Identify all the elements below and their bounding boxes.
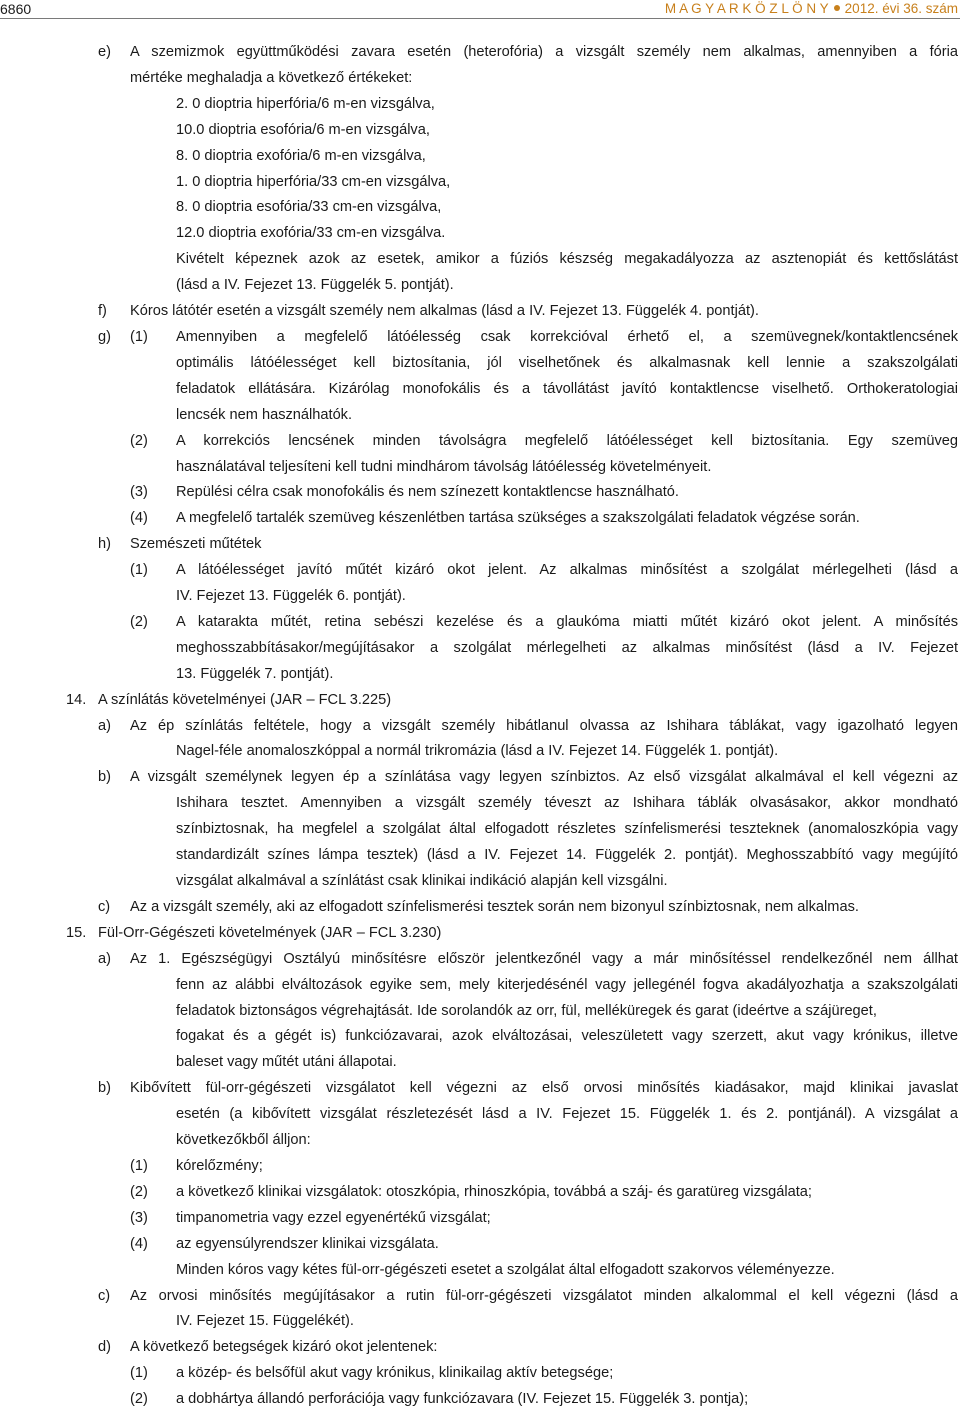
text-line (0, 221, 960, 247)
line-text: 10.0 dioptria esofória/6 m-en vizsgálva, (176, 121, 430, 138)
text-line (0, 610, 960, 636)
text-line (0, 1206, 960, 1232)
item-label: b) (98, 1080, 111, 1097)
header-rule (0, 18, 960, 19)
text-line (0, 688, 960, 714)
line-text: feladatok biztonságos végrehajtását. Ide sorolandók az orr, fül, melléküregek és garat (ideértve a szájüreget, (176, 1002, 877, 1019)
line-text: A megfelelő tartalék szemüveg készenlétben tartása szükséges a szakszolgálati feladatok végzése során. (176, 510, 860, 527)
text-line (0, 869, 960, 895)
line-text: Fül-Orr-Gégészeti követelmények (JAR – FCL 3.230) (98, 924, 442, 941)
text-line (0, 1180, 960, 1206)
text-line (0, 40, 960, 66)
subitem-label: (1) (130, 562, 148, 579)
subitem-label: (4) (130, 1235, 148, 1252)
line-text: IV. Fejezet 15. Függelékét). (176, 1313, 354, 1330)
subitem-label: (4) (130, 510, 148, 527)
line-text: Minden kóros vagy kétes fül-orr-gégészeti esetet a szolgálat által elfogadott szakorvos véleményezze. (176, 1261, 835, 1278)
subitem-label: (2) (130, 1183, 148, 1200)
text-line (0, 1076, 960, 1102)
line-text: timpanometria vagy ezzel egyenértékű vizsgálat; (176, 1209, 491, 1226)
text-line (0, 144, 960, 170)
text-line (0, 1309, 960, 1335)
line-text: fogakat és a gégét is) funkciózavarai, azok elváltozásai, veleszületett vagy szerzett, akut vagy krónikus, illetve (176, 1028, 958, 1045)
page-header (0, 0, 960, 20)
subitem-label: (2) (130, 432, 148, 449)
line-text: használatával teljesíteni kell tudni mindhárom távolság látóélesség követelményeit. (176, 458, 712, 475)
item-label: a) (98, 717, 111, 734)
bullet-separator-icon (834, 5, 840, 11)
text-line (0, 299, 960, 325)
line-text: esetén (a kibővített vizsgálat részletezését lásd a IV. Fejezet 15. Függelék 1. és 2. pontjánál). A vizsgálat a (176, 1106, 958, 1123)
text-line (0, 195, 960, 221)
text-line (0, 558, 960, 584)
line-text: következőkből álljon: (176, 1132, 311, 1149)
text-line (0, 584, 960, 610)
line-text: A színlátás követelményei (JAR – FCL 3.225) (98, 691, 392, 708)
line-text: 2. 0 dioptria hiperfória/6 m-en vizsgálva, (176, 95, 435, 112)
text-line (0, 791, 960, 817)
line-text: 1. 0 dioptria hiperfória/33 cm-en vizsgálva, (176, 173, 451, 190)
line-text: Az a vizsgált személy, aki az elfogadott színfelismerési tesztek során nem bizonyul színbiztosnak, nem alkalmas. (130, 898, 859, 915)
line-text: 8. 0 dioptria esofória/33 cm-en vizsgálva, (176, 199, 442, 216)
text-line (0, 999, 960, 1025)
line-text: baleset vagy műtét utáni állapotai. (176, 1054, 397, 1071)
item-label: b) (98, 769, 111, 786)
line-text: Amennyiben a megfelelő látóélesség csak korrekcióval érhető el, a szemüvegnek/kontaktlencsének (176, 328, 958, 345)
line-text: Az ép színlátás feltétele, hogy a vizsgált személy hibátlanul olvassa az Ishihara táblákat, vagy igazolható legyen (130, 717, 958, 734)
text-line (0, 325, 960, 351)
journal-title (665, 1, 958, 16)
text-line (0, 1050, 960, 1076)
item-label: d) (98, 1339, 111, 1356)
subitem-label: (1) (130, 328, 148, 345)
text-line (0, 843, 960, 869)
text-line (0, 1335, 960, 1361)
text-line (0, 1154, 960, 1180)
item-label: c) (98, 1287, 111, 1304)
item-label: f) (98, 303, 107, 320)
line-text: IV. Fejezet 13. Függelék 6. pontját). (176, 588, 406, 605)
text-line (0, 66, 960, 92)
line-text: az egyensúlyrendszer klinikai vizsgálata. (176, 1235, 439, 1252)
line-text: feladatok ellátására. Kizárólag monofokális és a távollátást javító kontaktlencse viselhető. Orthokeratologiai (176, 380, 958, 397)
text-line (0, 1232, 960, 1258)
line-text: A következő betegségek kizáró okot jelentenek: (130, 1339, 438, 1356)
item-label: a) (98, 950, 111, 967)
line-text: (lásd a IV. Fejezet 13. Függelék 5. pontját). (176, 277, 454, 294)
line-text: Az orvosi minősítés megújításakor a rutin fül-orr-gégészeti vizsgálatot minden alkalommal el kell végezni (lásd a (130, 1287, 958, 1304)
line-text: A katarakta műtét, retina sebészi kezelése és a glaukóma miatti műtét kizáró okot jelent. A minősítés (176, 613, 958, 630)
line-text: fenn az alábbi elváltozások egyike sem, mely kiterjedésénél vagy jellegénél fogva akadályozhatja a szakszolgálati (176, 976, 958, 993)
text-line (0, 429, 960, 455)
text-line (0, 1387, 960, 1413)
line-text: Ishihara tesztet. Amennyiben a vizsgált személy téveszt az Ishihara táblák olvasásakor, akkor mondható (176, 795, 958, 812)
text-line (0, 817, 960, 843)
line-text: Szemészeti műtétek (130, 536, 262, 553)
line-text: Kibővített fül-orr-gégészeti vizsgálatot kell végezni az első orvosi minősítés kiadásakor, majd klinikai javaslat (130, 1080, 958, 1097)
item-label: h) (98, 536, 111, 553)
line-text: Kivételt képeznek azok az esetek, amikor a fúziós készség megakadályozza az asztenopiát és kettőslátást (176, 251, 958, 268)
line-text: meghosszabbításakor/megújításakor a szolgálat mérlegelheti az alkalmas minősítést (lásd a IV. Fejezet (176, 639, 958, 656)
line-text: mértéke meghaladja a következő értékeket: (130, 69, 413, 86)
text-line (0, 947, 960, 973)
item-label: 15. (66, 924, 87, 941)
text-line (0, 1361, 960, 1387)
text-line (0, 895, 960, 921)
line-text: Repülési célra csak monofokális és nem színezett kontaktlencse használható. (176, 484, 679, 501)
document-body (0, 40, 960, 1413)
line-text: a dobhártya állandó perforációja vagy funkciózavara (IV. Fejezet 15. Függelék 3. pontja); (176, 1391, 749, 1408)
journal-name: M A G Y A R K Ö Z L Ö N Y (664, 1, 829, 16)
text-line (0, 532, 960, 558)
text-line (0, 1258, 960, 1284)
text-line (0, 170, 960, 196)
text-line (0, 714, 960, 740)
page-number: 6860 (0, 1, 32, 17)
text-line (0, 480, 960, 506)
item-label: c) (98, 898, 111, 915)
line-text: A szemizmok együttműködési zavara esetén (heterofória) a vizsgált személy nem alkalmas, amennyiben a fória (130, 44, 958, 60)
line-text: A vizsgált személynek legyen ép a színlátása vagy legyen színbiztos. Az első vizsgálat alkalmával el kell végezni az (130, 769, 958, 786)
text-line (0, 1024, 960, 1050)
text-line (0, 973, 960, 999)
line-text: standardizált színes lámpa tesztek) (lásd a IV. Fejezet 14. Függelék 2. pontját). Meghosszabbító vagy megújító (176, 847, 958, 864)
text-line (0, 1284, 960, 1310)
text-line (0, 662, 960, 688)
line-text: lencsék nem használhatók. (176, 406, 353, 423)
text-line (0, 118, 960, 144)
text-line (0, 455, 960, 481)
text-line (0, 403, 960, 429)
line-text: 13. Függelék 7. pontját). (176, 665, 334, 682)
text-line (0, 273, 960, 299)
text-line (0, 247, 960, 273)
line-text: Kóros látótér esetén a vizsgált személy nem alkalmas (lásd a IV. Fejezet 13. Függelék 4. pontját). (130, 303, 759, 320)
text-line (0, 377, 960, 403)
text-line (0, 921, 960, 947)
line-text: kórelőzmény; (176, 1157, 263, 1174)
subitem-label: (1) (130, 1157, 148, 1174)
issue-number: 2012. évi 36. szám (844, 1, 958, 16)
line-text: 12.0 dioptria exofória/33 cm-en vizsgálva. (176, 225, 446, 242)
subitem-label: (2) (130, 613, 148, 630)
text-line (0, 351, 960, 377)
text-line (0, 636, 960, 662)
item-label: 14. (66, 691, 87, 708)
text-line (0, 1102, 960, 1128)
line-text: Az 1. Egészségügyi Osztályú minősítésre először jelentkezőnél vagy a már minősítéssel rendelkezőnél nem állhat (130, 950, 958, 967)
text-line (0, 506, 960, 532)
line-text: A látóélességet javító műtét kizáró okot jelent. Az alkalmas minősítést a szolgálat mérlegelheti (lásd a (176, 562, 958, 579)
line-text: 8. 0 dioptria exofória/6 m-en vizsgálva, (176, 147, 426, 164)
subitem-label: (3) (130, 1209, 148, 1226)
line-text: a következő klinikai vizsgálatok: otoszkópia, rhinoszkópia, továbbá a száj- és garatüreg vizsgálata; (176, 1183, 812, 1200)
item-label: e) (98, 44, 111, 60)
text-line (0, 739, 960, 765)
item-label: g) (98, 328, 111, 345)
subitem-label: (3) (130, 484, 148, 501)
line-text: vizsgálat alkalmával a színlátást csak klinikai indikáció alapján kell vizsgálni. (176, 873, 668, 889)
line-text: a közép- és belsőfül akut vagy krónikus, klinikailag aktív betegsége; (176, 1365, 614, 1382)
text-line (0, 765, 960, 791)
line-text: színbiztosnak, ha megfelel a szolgálat által elfogadott részletes színfelismerési teszteknek (anomaloszkópia vagy (176, 821, 958, 838)
text-line (0, 1128, 960, 1154)
line-text: Nagel-féle anomaloszkóppal a normál trikromázia (lásd a IV. Fejezet 14. Függelék 1. pontját). (176, 743, 779, 760)
text-line (0, 92, 960, 118)
subitem-label: (1) (130, 1365, 148, 1382)
line-text: optimális látóélességet kell biztosítania, jól viselhetőnek és alkalmasnak kell lennie a szakszolgálati (176, 354, 958, 371)
line-text: A korrekciós lencsének minden távolságra megfelelő látóélességet kell biztosítania. Egy szemüveg (176, 432, 958, 449)
subitem-label: (2) (130, 1391, 148, 1408)
